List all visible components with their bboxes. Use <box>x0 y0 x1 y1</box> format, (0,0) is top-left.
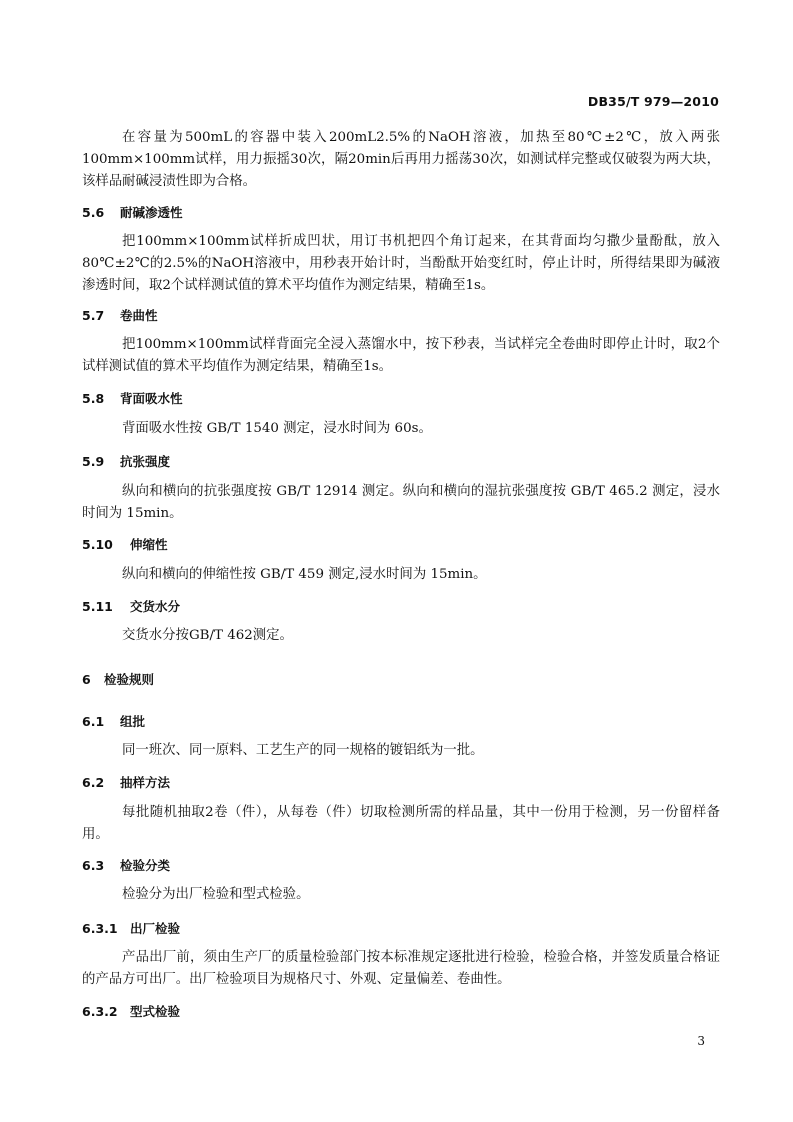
heading-5-10 <box>82 535 168 553</box>
heading-title: 卷曲性 <box>120 308 158 323</box>
paragraph-5-8: 背面吸水性按 GB/T 1540 测定，浸水时间为 60s。 <box>122 421 432 436</box>
heading-number: 5.11 <box>82 599 113 614</box>
paragraph-alkali-soak: 在容量为500mL的容器中装入200mL2.5%的NaOH溶液，加热至80℃±2℃，放入两张100mm×100mm试样，用力振摇30次，隔20min后再用力摇荡30次，如测试样完整或仅破裂为两大块，该样品耐碱浸渍性即为合格。 <box>82 130 720 189</box>
paragraph-5-10: 纵向和横向的伸缩性按 GB/T 459 测定,浸水时间为 15min。 <box>122 567 487 582</box>
heading-6-3-1 <box>82 919 180 937</box>
heading-number: 6.2 <box>82 775 105 790</box>
heading-title: 出厂检验 <box>130 921 181 936</box>
paragraph-5-9: 纵向和横向的抗张强度按 GB/T 12914 测定。纵向和横向的湿抗张强度按 GB/T 465.2 测定，浸水时间为 15min。 <box>82 484 720 521</box>
paragraph-6-3: 检验分为出厂检验和型式检验。 <box>122 887 310 902</box>
heading-title: 伸缩性 <box>130 537 168 552</box>
heading-number: 6.3.2 <box>82 1004 118 1019</box>
heading-title: 抽样方法 <box>120 775 171 790</box>
paragraph-5-11: 交货水分按GB/T 462测定。 <box>122 628 293 643</box>
heading-title: 背面吸水性 <box>120 391 183 406</box>
heading-title: 抗张强度 <box>120 454 171 469</box>
heading-title: 交货水分 <box>130 599 181 614</box>
heading-number: 6.3 <box>82 858 105 873</box>
paragraph-5-7: 把100mm×100mm试样背面完全浸入蒸馏水中，按下秒表，当试样完全卷曲时即停止计时，取2个试样测试值的算术平均值作为测定结果，精确至1s。 <box>82 337 720 374</box>
paragraph-6-3-1: 产品出厂前，须由生产厂的质量检验部门按本标准规定逐批进行检验，检验合格，并签发质量合格证的产品方可出厂。出厂检验项目为规格尺寸、外观、定量偏差、卷曲性。 <box>82 950 720 987</box>
heading-number: 5.10 <box>82 537 113 552</box>
paragraph-6-1: 同一班次、同一原料、工艺生产的同一规格的镀铝纸为一批。 <box>122 743 484 758</box>
heading-title: 组批 <box>120 714 146 729</box>
paragraph-5-6: 把100mm×100mm试样折成凹状，用订书机把四个角订起来，在其背面均匀撒少量酚酞，放入80℃±2℃的2.5%的NaOH溶液中，用秒表开始计时，当酚酞开始变红时，停止计时，所得结果即为碱液渗透时间，取2个试样测试值的算术平均值作为测定结果，精确至1s。 <box>82 234 720 293</box>
heading-5-11 <box>82 597 180 615</box>
heading-5-7 <box>82 306 158 324</box>
paragraph-6-2: 每批随机抽取2卷（件），从每卷（件）切取检测所需的样品量，其中一份用于检测，另一份留样备用。 <box>82 805 720 842</box>
heading-title: 检验规则 <box>104 672 155 687</box>
heading-6-1 <box>82 712 145 730</box>
heading-title: 检验分类 <box>120 858 171 873</box>
document-code: DB35/T 979—2010 <box>587 94 719 109</box>
heading-number: 5.7 <box>82 308 105 323</box>
heading-number: 6 <box>82 672 91 687</box>
heading-6-3-2 <box>82 1002 180 1020</box>
heading-6-2 <box>82 773 170 791</box>
heading-title: 耐碱渗透性 <box>120 205 183 220</box>
page-number: 3 <box>697 1034 705 1048</box>
heading-5-6 <box>82 203 183 221</box>
heading-6-3 <box>82 856 170 874</box>
heading-number: 5.6 <box>82 205 105 220</box>
heading-number: 6.1 <box>82 714 105 729</box>
heading-number: 6.3.1 <box>82 921 118 936</box>
heading-5-9 <box>82 452 170 470</box>
heading-number: 5.8 <box>82 391 105 406</box>
heading-title: 型式检验 <box>130 1004 181 1019</box>
heading-5-8 <box>82 389 183 407</box>
heading-number: 5.9 <box>82 454 105 469</box>
heading-6 <box>82 670 154 688</box>
